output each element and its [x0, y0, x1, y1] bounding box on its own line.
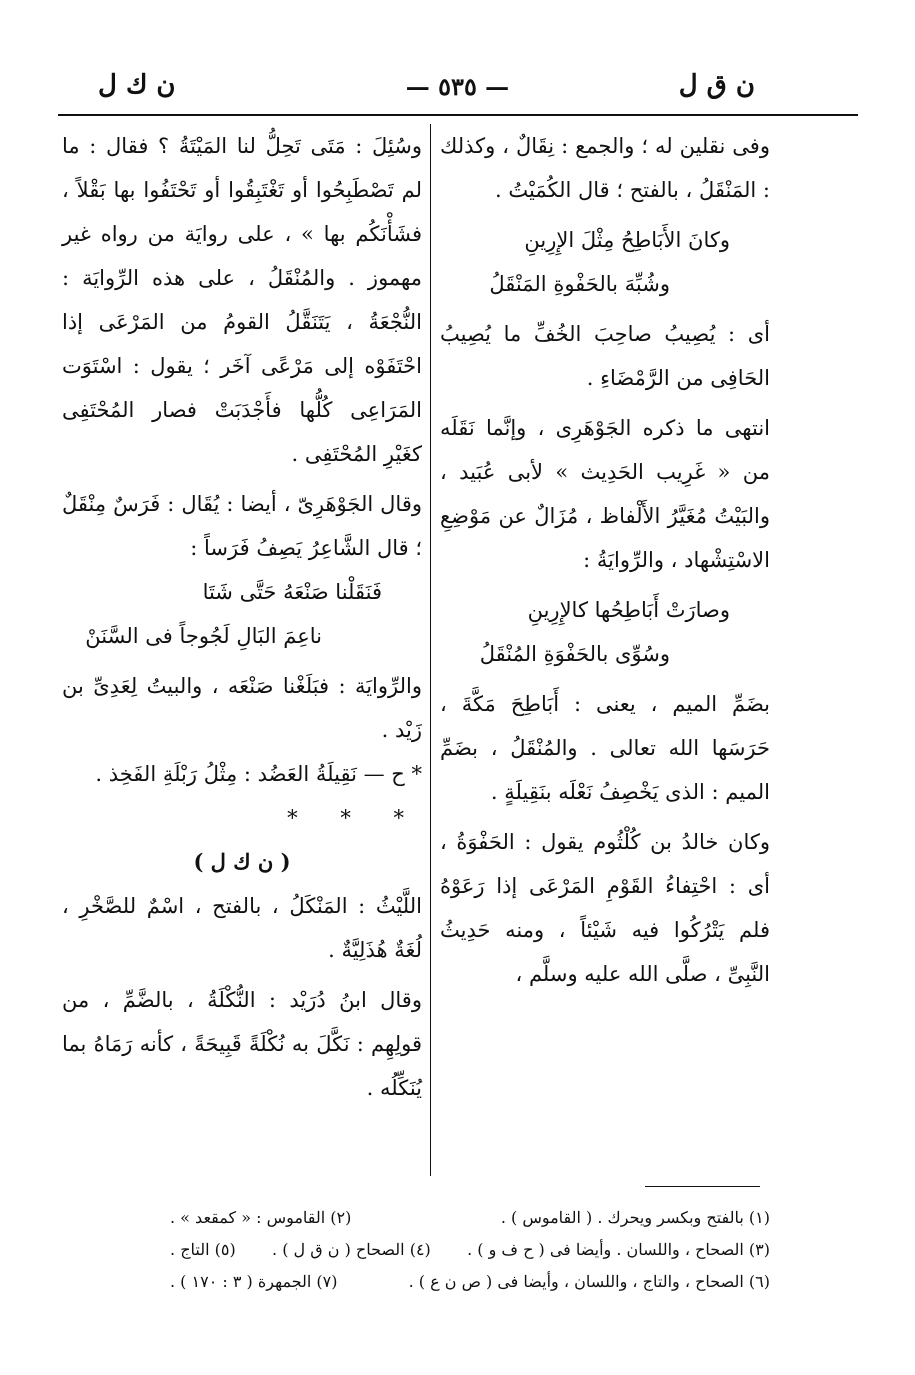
left-verse-first-hemistich: فَنَقَلْنا صَنْعَهُ حَتَّى شَتَا: [202, 580, 382, 604]
footnote-row-3: [170, 1266, 770, 1298]
left-paragraph-5: اللَّيْثُ : المَنْكَلُ ، بالفتح ، اسْمٌ للصَّخْرِ ، لُغَةٌ هُذَلِيَّةٌ .: [62, 894, 422, 962]
right-verse-1-second-hemistich: وشُبِّهَ بالحَفْوةِ المَنْقَلُ: [489, 272, 670, 296]
footnote-6: (٦) الصحاح ، والتاج ، واللسان ، وأيضا فى ( ص ن ع ) .: [408, 1272, 770, 1291]
left-paragraph-1: وسُئِلَ : مَتَى تَحِلُّ لنا المَيْتَةُ ؟ فقال : ما لم تَصْطَبِحُوا أو تَغْتَبِقُوا أو تَحْتَفُوا بها بَقْلاً ، فشَأْنَكُم بها » ، على روايَة من رواه غير مهموز . والمُنْقَلُ ، على هذه الرِّوايَة : النُّجْعَةُ ، يَتَنَقَّلُ القومُ من المَرْعَى إذا احْتَفَوْه إلى مَرْعًى آخَر ؛ يقول : اسْتَوَت المَرَاعِى كُلُّها فأَجْدَبَتْ فصار المُحْتَفِى كغَيْرِ المُحْتَفِى .: [62, 134, 422, 466]
column-divider: [430, 124, 431, 1176]
footnote-rule: [645, 1186, 760, 1187]
right-paragraph-4: بضَمِّ الميم ، يعنى : أَبَاطِحَ مَكَّةَ ، حَرَسَها الله تعالى . والمُنْقَلُ ، بضَمِّ الميم : الذى يَخْصِفُ نَعْلَه بنَقِيلَةٍ .: [440, 692, 770, 804]
footnote-4: (٤) الصحاح ( ن ق ل ) .: [272, 1240, 431, 1259]
running-head-left: ن ك ل: [98, 70, 176, 100]
footnote-3: (٣) الصحاح ، واللسان . وأيضا فى ( ح ف و ) .: [467, 1240, 770, 1259]
right-paragraph-5: وكان خالدُ بن كُلْثُوم يقول : الحَفْوَةُ ، أى : احْتِفاءُ القَوْمِ المَرْعَى إذا رَعَوْهُ فلم يَتْرُكُوا فيه شَيْئاً ، ومنه حَدِيثُ النَّبِىِّ ، صلَّى الله عليه وسلَّم ،: [440, 830, 770, 986]
left-paragraph-3: والرِّوايَة : فبَلَغْنا صَنْعَه ، والبيتُ لِعَدِىِّ بن زَيْد .: [62, 674, 422, 742]
footnote-5: (٥) التاج .: [170, 1240, 236, 1259]
left-column: [62, 124, 422, 1110]
footnote-2: (٢) القاموس : « كمقعد » .: [170, 1208, 352, 1227]
footnote-row-2: [170, 1234, 770, 1266]
running-head-right: ن ق ل: [678, 70, 755, 100]
left-paragraph-4: * ح — نَقِيلَةُ العَضُد : مِثْلُ رَبْلَةِ الفَخِذ .: [95, 762, 422, 786]
section-heading: ( ن ك ل ): [193, 849, 291, 874]
right-verse-2-first-hemistich: وصارَتْ أَبَاطِحُها كالإِرِينِ: [527, 598, 730, 622]
right-verse-1-first-hemistich: وكانَ الأَبَاطِحُ مِثْلَ الإِرِينِ: [524, 228, 730, 252]
right-verse-2-second-hemistich: وسُوِّى بالحَفْوَةِ المُنْقَلُ: [479, 642, 670, 666]
header-rule: [58, 114, 858, 116]
left-verse-second-hemistich: ناعِمَ البَالِ لَجُوجاً فى السَّنَنْ: [85, 624, 322, 648]
section-separator-stars: * * *: [287, 806, 422, 830]
footnote-7: (٧) الجمهرة ( ٣ : ١٧٠ ) .: [170, 1272, 338, 1291]
left-paragraph-6: وقال ابنُ دُرَيْد : النُّكْلَةُ ، بالضَّمِّ ، من قولِهِم : نَكَّلَ به نُكْلَةً قَبِيحَةً ، كأنه رَمَاهُ بما يُنَكِّلُه .: [62, 988, 422, 1100]
right-paragraph-1: وفى نقلين له ؛ والجمع : نِقَالٌ ، وكذلك : المَنْقَلُ ، بالفتح ؛ قال الكُمَيْتُ .: [440, 134, 770, 202]
right-column: [440, 124, 770, 996]
left-paragraph-2: وقال الجَوْهَرِىّ ، أيضا : يُقَال : فَرَسٌ مِنْقَلٌ ؛ قال الشَّاعِرُ يَصِفُ فَرَساً :: [62, 492, 422, 560]
right-paragraph-2: أى : يُصِيبُ صاحِبَ الخُفِّ ما يُصِيبُ الحَافِى من الرَّمْضَاءِ .: [440, 322, 770, 390]
footnote-row-1: [170, 1202, 770, 1234]
right-paragraph-3: انتهى ما ذكره الجَوْهَرِى ، وإنَّما نَقَلَه من « غَرِيب الحَدِيث » لأبى عُبَيد ، والبَيْتُ مُغَيَّرُ الأَلْفاظ ، مُزَالٌ عن مَوْضِعِ الاسْتِشْهاد ، والرِّوايَةُ :: [440, 416, 770, 572]
footnote-1: (١) بالفتح وبكسر ويحرك . ( القاموس ) .: [500, 1208, 770, 1227]
footnotes: [170, 1202, 770, 1298]
page-number: — ٥٣٥ —: [405, 72, 510, 101]
